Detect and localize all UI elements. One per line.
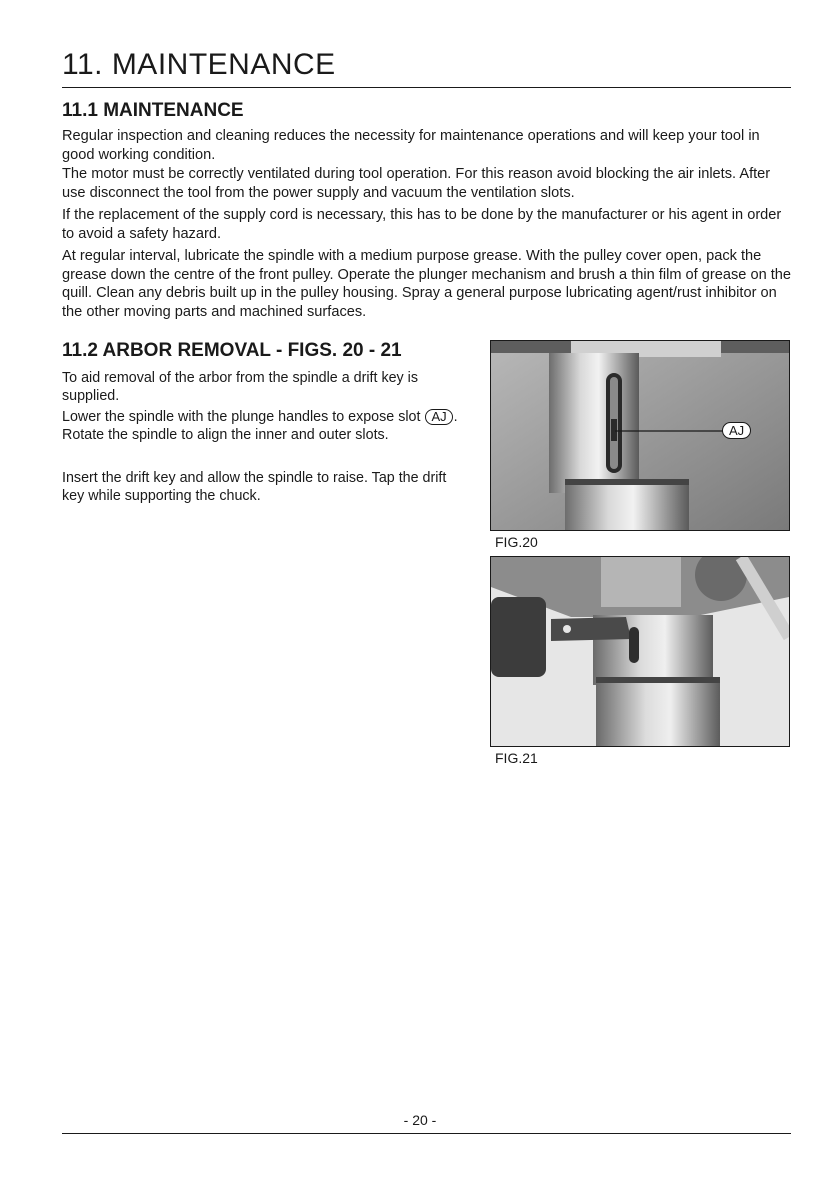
paragraph-inspection: Regular inspection and cleaning reduces the necessity for maintenance operations and will keep your tool in good working condition. (62, 128, 760, 163)
paragraph-drift-key: To aid removal of the arbor from the spindle a drift key is supplied. (62, 370, 418, 405)
paragraph-lubrication: At regular interval, lubricate the spindle with a medium purpose grease. With the pulley cover open, pack the grease down the centre of the front pulley. Operate the plunger mechanism and brush a thin film of grease on the quill. Clean any debris built up in the pulley housing. Spray a general purpose lubricating agent/rust inhibitor on the other moving parts and machined surfaces. (62, 248, 792, 320)
figure-21-photo (490, 556, 790, 747)
chapter-title: 11. MAINTENANCE (62, 48, 336, 81)
section-heading-arbor-removal: 11.2 ARBOR REMOVAL - FIGS. 20 - 21 (62, 340, 402, 361)
figure-20-caption: FIG.20 (495, 534, 538, 550)
paragraph-lower-spindle: Lower the spindle with the plunge handles to expose slot AJ . Rotate the spindle to align the inner and outer slots. (62, 409, 458, 444)
figure-21-image (491, 557, 789, 746)
footer-divider (62, 1133, 791, 1134)
slot-aj-tag: AJ (425, 409, 452, 425)
page-number: - 20 - (403, 1112, 437, 1128)
paragraph-supply-cord: If the replacement of the supply cord is necessary, this has to be done by the manufacturer or his agent in order to avoid a safety hazard. (62, 207, 782, 242)
figure-21-caption: FIG.21 (495, 750, 538, 766)
section-heading-maintenance: 11.1 MAINTENANCE (62, 100, 244, 121)
paragraph-ventilation: The motor must be correctly ventilated during tool operation. For this reason avoid blocking the air inlets. After use disconnect the tool from the power supply and vacuum the ventilation slots. (62, 166, 771, 201)
callout-aj-label: AJ (722, 422, 751, 439)
title-divider (62, 87, 791, 88)
paragraph-insert-drift-key: Insert the drift key and allow the spindle to raise. Tap the drift key while supporting the chuck. (62, 470, 447, 505)
